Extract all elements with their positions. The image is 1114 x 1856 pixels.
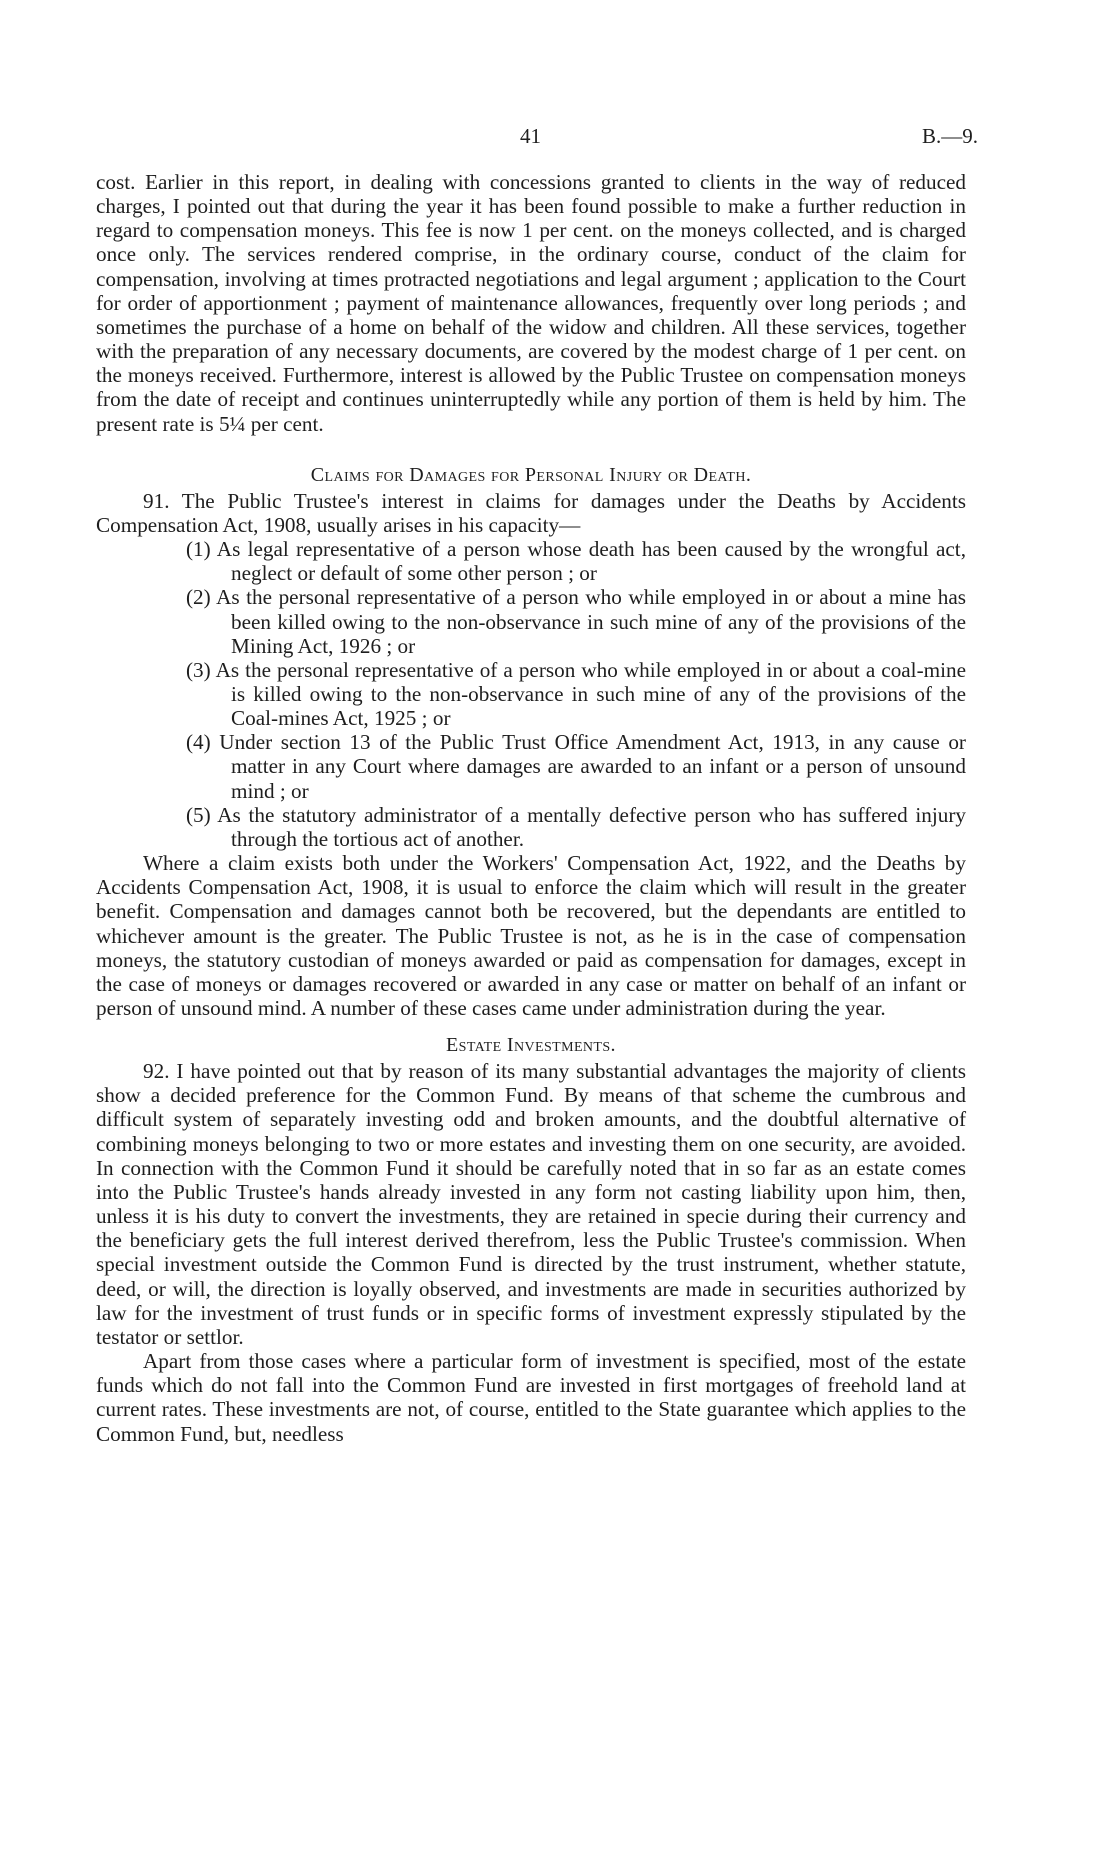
list-item: (2) As the personal representative of a person who while employed in or about a mine has been killed owing to the non-observance in such mine of any of the provisions of the Mining Act, 1926 ; or [186, 585, 966, 658]
opening-paragraph: cost. Earlier in this report, in dealing with concessions granted to clients in the way of reduced charges, I pointed out that during the year it has been found possible to make a further reduction in regard to compensation moneys. This fee is now 1 per cent. on the moneys collected, and is charged once only. The services rendered comprise, in the ordinary course, conduct of the claim for compensation, involving at times protracted negotiations and legal argument ; application to the Court for order of apportionment ; payment of maintenance allowances, frequently over long periods ; and sometimes the purchase of a home on behalf of the widow and children. All these services, together with the preparation of any necessary documents, are covered by the modest charge of 1 per cent. on the moneys received. Furthermore, interest is allowed by the Public Trustee on compensation moneys from the date of receipt and continues uninterruptedly while any portion of them is held by him. The present rate is 5¼ per cent. [96, 170, 966, 436]
section-heading-estate: Estate Investments. [446, 1034, 616, 1057]
document-reference: B.—9. [921, 124, 978, 148]
body-text [96, 170, 966, 1446]
list-item: (3) As the personal representative of a person who while employed in or about a coal-mine is killed owing to the non-observance in such mine of any of the provisions of the Coal-mines Act, 1925 ; or [186, 657, 966, 731]
paragraph-estate-funds: Apart from those cases where a particular form of investment is specified, most of the estate funds which do not fall into the Common Fund are invested in first mortgages of freehold land at current rates. These investments are not, of course, entitled to the State guarantee which applies to the Common Fund, but, needless [96, 1349, 966, 1446]
section-heading-claims: Claims for Damages for Personal Injury or Death. [310, 463, 752, 486]
page-header [0, 124, 1114, 154]
page-number: 41 [520, 124, 541, 148]
list-item: (1) As legal representative of a person whose death has been caused by the wrongful act, neglect or default of some other person ; or [186, 537, 966, 586]
paragraph-91-intro: 91. The Public Trustee's interest in claims for damages under the Deaths by Accidents Compensation Act, 1908, usually arises in his capacity— [96, 488, 966, 537]
list-item: (4) Under section 13 of the Public Trust Office Amendment Act, 1913, in any cause or matter in any Court where damages are awarded to an infant or a person of unsound mind ; or [186, 730, 966, 803]
paragraph-92: 92. I have pointed out that by reason of its many substantial advantages the majority of clients show a decided preference for the Common Fund. By means of that scheme the cumbrous and difficult system of separately investing odd and broken amounts, and the doubtful alternative of combining moneys belonging to two or more estates and investing them on one security, are avoided. In connection with the Common Fund it should be carefully noted that in so far as an estate comes into the Public Trustee's hands already invested in any form not casting liability upon him, then, unless it is his duty to convert the investments, they are retained in specie during their currency and the beneficiary gets the full interest derived therefrom, less the Public Trustee's commission. When special investment outside the Common Fund is directed by the trust instrument, whether statute, deed, or will, the direction is loyally observed, and investments are made in securities authorized by law for the investment of trust funds or in specific forms of investment expressly stipulated by the testator or settlor. [96, 1059, 966, 1349]
list-item: (5) As the statutory administrator of a mentally defective person who has suffered injury through the tortious act of another. [186, 802, 966, 851]
paragraph-claims-closing: Where a claim exists both under the Workers' Compensation Act, 1922, and the Deaths by Accidents Compensation Act, 1908, it is usual to enforce the claim which will result in the greater benefit. Compensation and damages cannot both be recovered, but the dependants are entitled to whichever amount is the greater. The Public Trustee is not, as he is in the case of compensation moneys, the statutory custodian of moneys awarded or paid as compensation for damages, except in the case of moneys or damages recovered or awarded in any case or matter on behalf of an infant or person of unsound mind. A number of these cases came under administration during the year. [96, 851, 966, 1020]
